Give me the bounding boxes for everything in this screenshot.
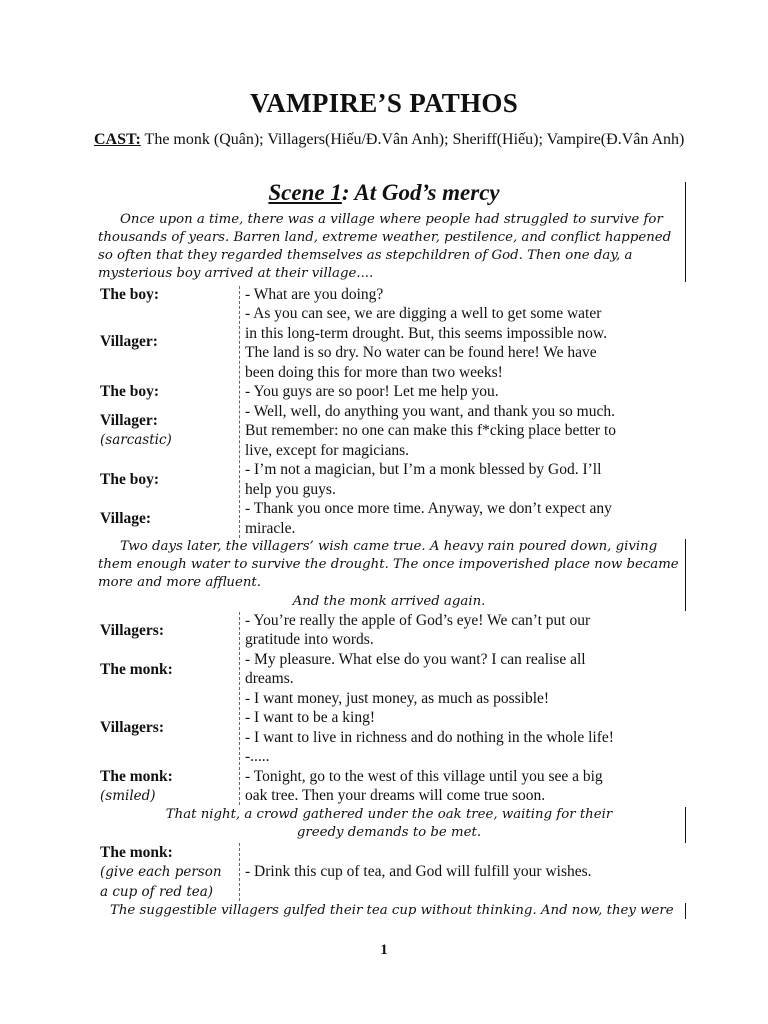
speaker-label: The monk: (give each person a cup of red tea) — [100, 844, 222, 900]
narration: The suggestible villagers gulfed their tea cup without thinking. And now, they were — [110, 903, 674, 918]
stage-direction: (give each person — [100, 864, 222, 880]
margin-bar — [685, 807, 686, 843]
dialogue-line: - As you can see, we are digging a well to get some water — [245, 305, 602, 322]
scene-title-text: : At God’s mercy — [341, 180, 500, 205]
dialogue-line: dreams. — [245, 670, 294, 687]
dialogue-line: in this long-term drought. But, this seems impossible now. — [245, 325, 607, 342]
narration: That night, a crowd gathered under the oak tree, waiting for their — [165, 807, 613, 822]
stage-direction: a cup of red tea) — [100, 884, 214, 900]
dialogue-line: The land is so dry. No water can be found here! We have — [245, 344, 597, 361]
speaker-label: The boy: — [100, 286, 159, 303]
narration: greedy demands to be met. — [296, 825, 482, 840]
dialogue-line: oak tree. Then your dreams will come true soon. — [245, 787, 546, 804]
dialogue-divider — [239, 286, 240, 538]
scene-heading — [0, 180, 768, 206]
speaker-label: The monk: — [100, 661, 173, 678]
speaker-label: Villager: — [100, 333, 158, 350]
cast-list — [94, 130, 714, 150]
document-title: VAMPIRE’S PATHOS — [249, 88, 519, 118]
dialogue-line: - Tonight, go to the west of this village until you see a big — [245, 768, 603, 785]
dialogue-line: help you guys. — [245, 481, 336, 498]
dialogue-divider — [239, 843, 240, 901]
scene-intro: Once upon a time, there was a village where people had struggled to survive for thousands of years. Barren land, extreme weather, pestilence, and conflict happened so often that they regarded themselves as stepchildren of God. Then one day, a mysterious boy arrived at their village.... — [98, 212, 672, 281]
dialogue-line: -..... — [245, 748, 270, 765]
dialogue-line: - Thank you once more time. Anyway, we don’t expect any — [245, 500, 612, 517]
margin-bar — [685, 539, 686, 611]
dialogue-line: - My pleasure. What else do you want? I can realise all — [245, 651, 586, 668]
dialogue-line: been doing this for more than two weeks! — [245, 364, 503, 381]
speaker-label: The boy: — [100, 383, 159, 400]
cast-label: CAST: — [94, 131, 141, 148]
dialogue-line: - Drink this cup of tea, and God will fulfill your wishes. — [245, 863, 592, 880]
speaker-label: Village: — [100, 510, 152, 527]
dialogue-divider — [239, 612, 240, 805]
speaker-label: Villager: (sarcastic) — [100, 412, 172, 448]
dialogue-line: - Well, well, do anything you want, and thank you so much. — [245, 403, 615, 420]
cast-text: The monk (Quân); Villagers(Hiếu/Đ.Vân Anh); Sheriff(Hiếu); Vampire(Đ.Vân Anh) — [140, 131, 685, 148]
dialogue-line: - You’re really the apple of God’s eye! We can’t put our — [245, 612, 591, 629]
dialogue-line: - What are you doing? — [245, 286, 384, 303]
dialogue-line: - I want money, just money, as much as possible! — [245, 690, 550, 707]
dialogue-line: gratitude into words. — [245, 631, 374, 648]
stage-direction: (smiled) — [100, 788, 156, 804]
dialogue-line: - I want to be a king! — [245, 709, 375, 726]
dialogue-line: - I’m not a magician, but I’m a monk blessed by God. I’ll — [245, 461, 602, 478]
margin-bar — [685, 182, 686, 282]
dialogue-line: - I want to live in richness and do nothing in the whole life! — [245, 729, 614, 746]
scene-number: Scene 1 — [268, 180, 342, 205]
speaker-label: The boy: — [100, 471, 159, 488]
narration: Two days later, the villagers’ wish came true. A heavy rain poured down, giving them enough water to survive the drought. The once impoverished place now became more and more affluent. — [98, 539, 679, 590]
speaker-label: Villagers: — [100, 622, 164, 639]
dialogue-line: live, except for magicians. — [245, 442, 409, 459]
margin-bar — [685, 903, 686, 919]
speaker-label: Villagers: — [100, 719, 164, 736]
dialogue-line: - You guys are so poor! Let me help you. — [245, 383, 499, 400]
page-number: 1 — [380, 942, 388, 958]
dialogue-line: miracle. — [245, 520, 296, 537]
stage-direction: (sarcastic) — [100, 432, 172, 448]
narration: And the monk arrived again. — [292, 594, 486, 609]
dialogue-line: But remember: no one can make this f*cking place better to — [245, 422, 617, 439]
speaker-label: The monk: (smiled) — [100, 768, 173, 804]
